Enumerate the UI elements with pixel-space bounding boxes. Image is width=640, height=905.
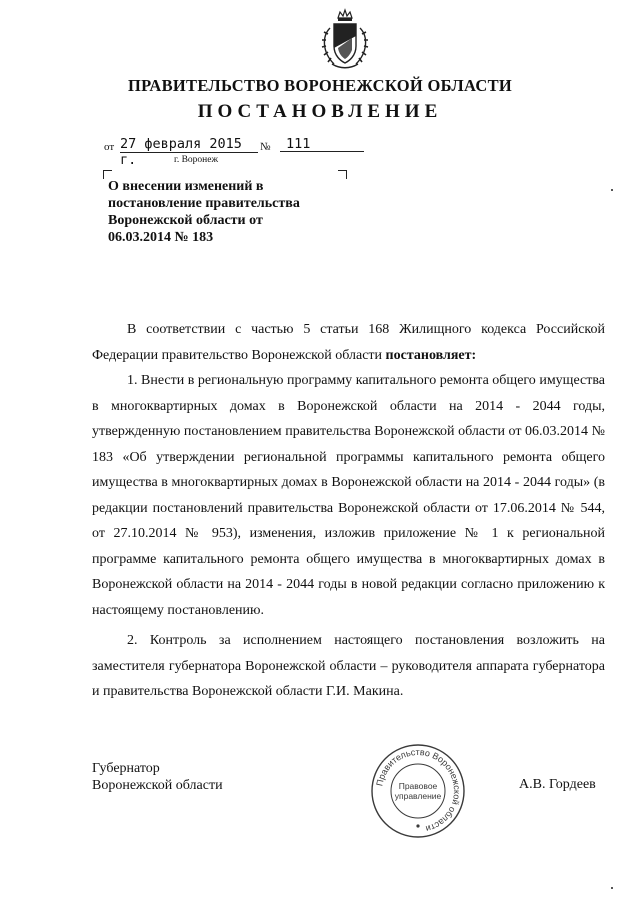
- signer-position-line: Губернатор: [92, 761, 160, 776]
- preamble-verb: постановляет:: [385, 347, 477, 363]
- scan-mark: [611, 887, 613, 889]
- subject-line: О внесении изменений в: [108, 179, 264, 194]
- subject-line: Воронежской области от: [108, 213, 263, 228]
- item-2-paragraph: 2. Контроль за исполнением настоящего постановления возложить на заместителя губернатора Воронежской области – руководителя аппарата губернатора и правительства Воронежской области Г.И. Макина.: [92, 633, 605, 699]
- date-prefix: от: [104, 141, 115, 153]
- scan-mark: [611, 189, 613, 191]
- subject-line: постановление правительства: [108, 196, 300, 211]
- stamp-ring-text: Правительство Воронежской области: [374, 746, 463, 835]
- document-date: 27 февраля 2015 г.: [120, 136, 258, 153]
- stamp-center-line: Правовое: [398, 781, 438, 791]
- organization-title: ПРАВИТЕЛЬСТВО ВОРОНЕЖСКОЙ ОБЛАСТИ: [127, 76, 513, 95]
- signer-name: А.В. Гордеев: [519, 777, 596, 792]
- subject-line: 06.03.2014 № 183: [108, 230, 214, 245]
- document-type: ПОСТАНОВЛЕНИЕ: [197, 101, 443, 122]
- document-subject: [108, 178, 348, 246]
- coat-of-arms-icon: [316, 8, 374, 72]
- number-prefix: №: [260, 141, 271, 153]
- document-number: 111: [280, 136, 364, 152]
- official-stamp: [370, 743, 466, 839]
- stamp-center-line: управление: [394, 791, 442, 801]
- city-label: г. Воронеж: [174, 155, 219, 165]
- signer-position-line: Воронежской области: [92, 778, 223, 793]
- stamp-star-icon: [416, 824, 419, 827]
- signer-position: [92, 760, 223, 794]
- item-1-paragraph: 1. Внести в региональную программу капитального ремонта общего имущества в многоквартирных домах в Воронежской области на 2014 - 2044 годы, утвержденную постановлением правительства Воронежской области от 06.03.2014 № 183 «Об утверждении региональной программы капитального ремонта общего имущества в многоквартирных домах в Воронежской области на 2014 - 2044 годы» (в редакции постановлений правительства Воронежской области от 17.06.2014 № 544, от 27.10.2014 № 953), изменения, изложив приложение № 1 к региональной программе капитального ремонта общего имущества в многоквартирных домах в Воронежской области на 2014 - 2044 годы в новой редакции согласно приложению к настоящему постановлению.: [92, 373, 605, 618]
- preamble-paragraph: [92, 317, 605, 368]
- document-body: [92, 317, 605, 705]
- preamble-text: В соответствии с частью 5 статьи 168 Жилищного кодекса Российской Федерации правительство Воронежской области: [92, 322, 605, 363]
